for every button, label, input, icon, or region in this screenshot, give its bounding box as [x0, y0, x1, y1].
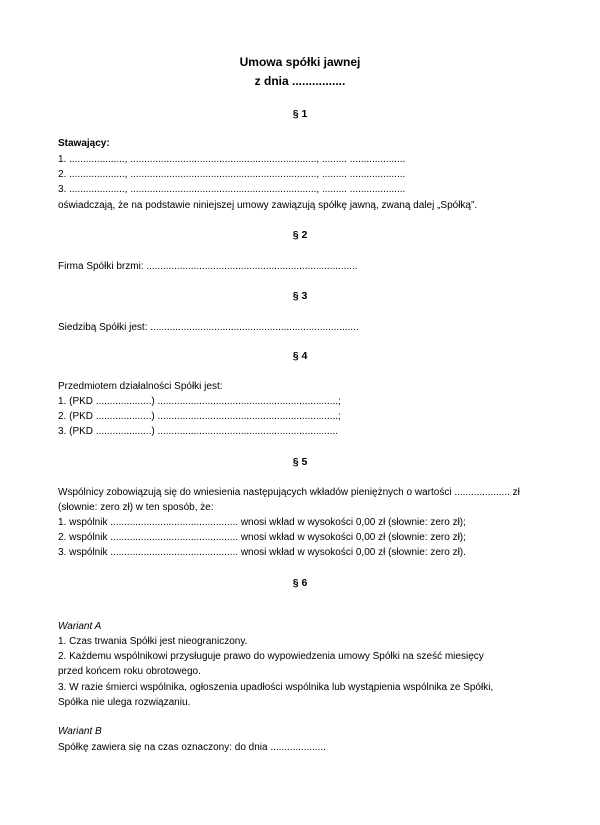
variant-a-line: 1. Czas trwania Spółki jest nieograniczony.: [58, 636, 248, 647]
variant-a-label: Wariant A: [58, 621, 102, 632]
activity-label: Przedmiotem działalności Spółki jest:: [58, 381, 223, 392]
activity-row: 2. (PKD ....................) .................................................................;: [58, 411, 341, 422]
seat-text: Siedzibą Spółki jest: ...........................................................................: [58, 322, 359, 333]
variant-a-line: 2. Każdemu wspólnikowi przysługuje prawo do wypowiedzenia umowy Spółki na sześć miesięcy: [58, 651, 484, 662]
variant-b-label: Wariant B: [58, 726, 102, 737]
activity-row: 3. (PKD ....................) .................................................................: [58, 426, 339, 437]
party-row: 2. ...................., ..................................................................., ......... ....................: [58, 169, 406, 180]
partner-row: 1. wspólnik .............................................. wnosi wkład w wysokości 0,00 zł (słownie: zero zł);: [58, 517, 466, 528]
section-4-heading: § 4: [292, 350, 308, 362]
variant-a-line: Spółka nie ulega rozwiązaniu.: [58, 697, 191, 708]
activity-row: 1. (PKD ....................) .................................................................;: [58, 396, 341, 407]
variant-a-line: 3. W razie śmierci wspólnika, ogłoszenia upadłości wspólnika lub wystąpienia wspólnika ze Spółki,: [58, 682, 494, 693]
document-title: Umowa spółki jawnej: [239, 55, 361, 69]
partner-row: 2. wspólnik .............................................. wnosi wkład w wysokości 0,00 zł (słownie: zero zł);: [58, 532, 466, 543]
party-row: 3. ...................., ..................................................................., ......... ....................: [58, 184, 406, 195]
contribution-text: Wspólnicy zobowiązują się do wniesienia następujących wkładów pieniężnych o wartości .................... zł: [58, 487, 520, 498]
document-date: z dnia ................: [254, 74, 346, 88]
section-5-heading: § 5: [292, 456, 308, 468]
section-1-heading: § 1: [292, 108, 308, 120]
company-name-text: Firma Spółki brzmi: ............................................................................: [58, 261, 358, 272]
section-6-heading: § 6: [292, 577, 308, 589]
section-3-heading: § 3: [292, 290, 308, 302]
contribution-text-cont: (słownie: zero zł) w ten sposób, że:: [58, 502, 214, 513]
parties-label: Stawający:: [58, 138, 110, 149]
party-row: 1. ...................., ..................................................................., ......... ....................: [58, 154, 406, 165]
declaration-text: oświadczają, że na podstawie niniejszej umowy zawiązują spółkę jawną, zwaną dalej „Spółką”.: [58, 200, 478, 211]
partner-row: 3. wspólnik .............................................. wnosi wkład w wysokości 0,00 zł (słownie: zero zł).: [58, 547, 466, 558]
variant-b-line: Spółkę zawiera się na czas oznaczony: do dnia ....................: [58, 742, 326, 753]
variant-a-line: przed końcem roku obrotowego.: [58, 666, 201, 677]
section-2-heading: § 2: [292, 229, 308, 241]
